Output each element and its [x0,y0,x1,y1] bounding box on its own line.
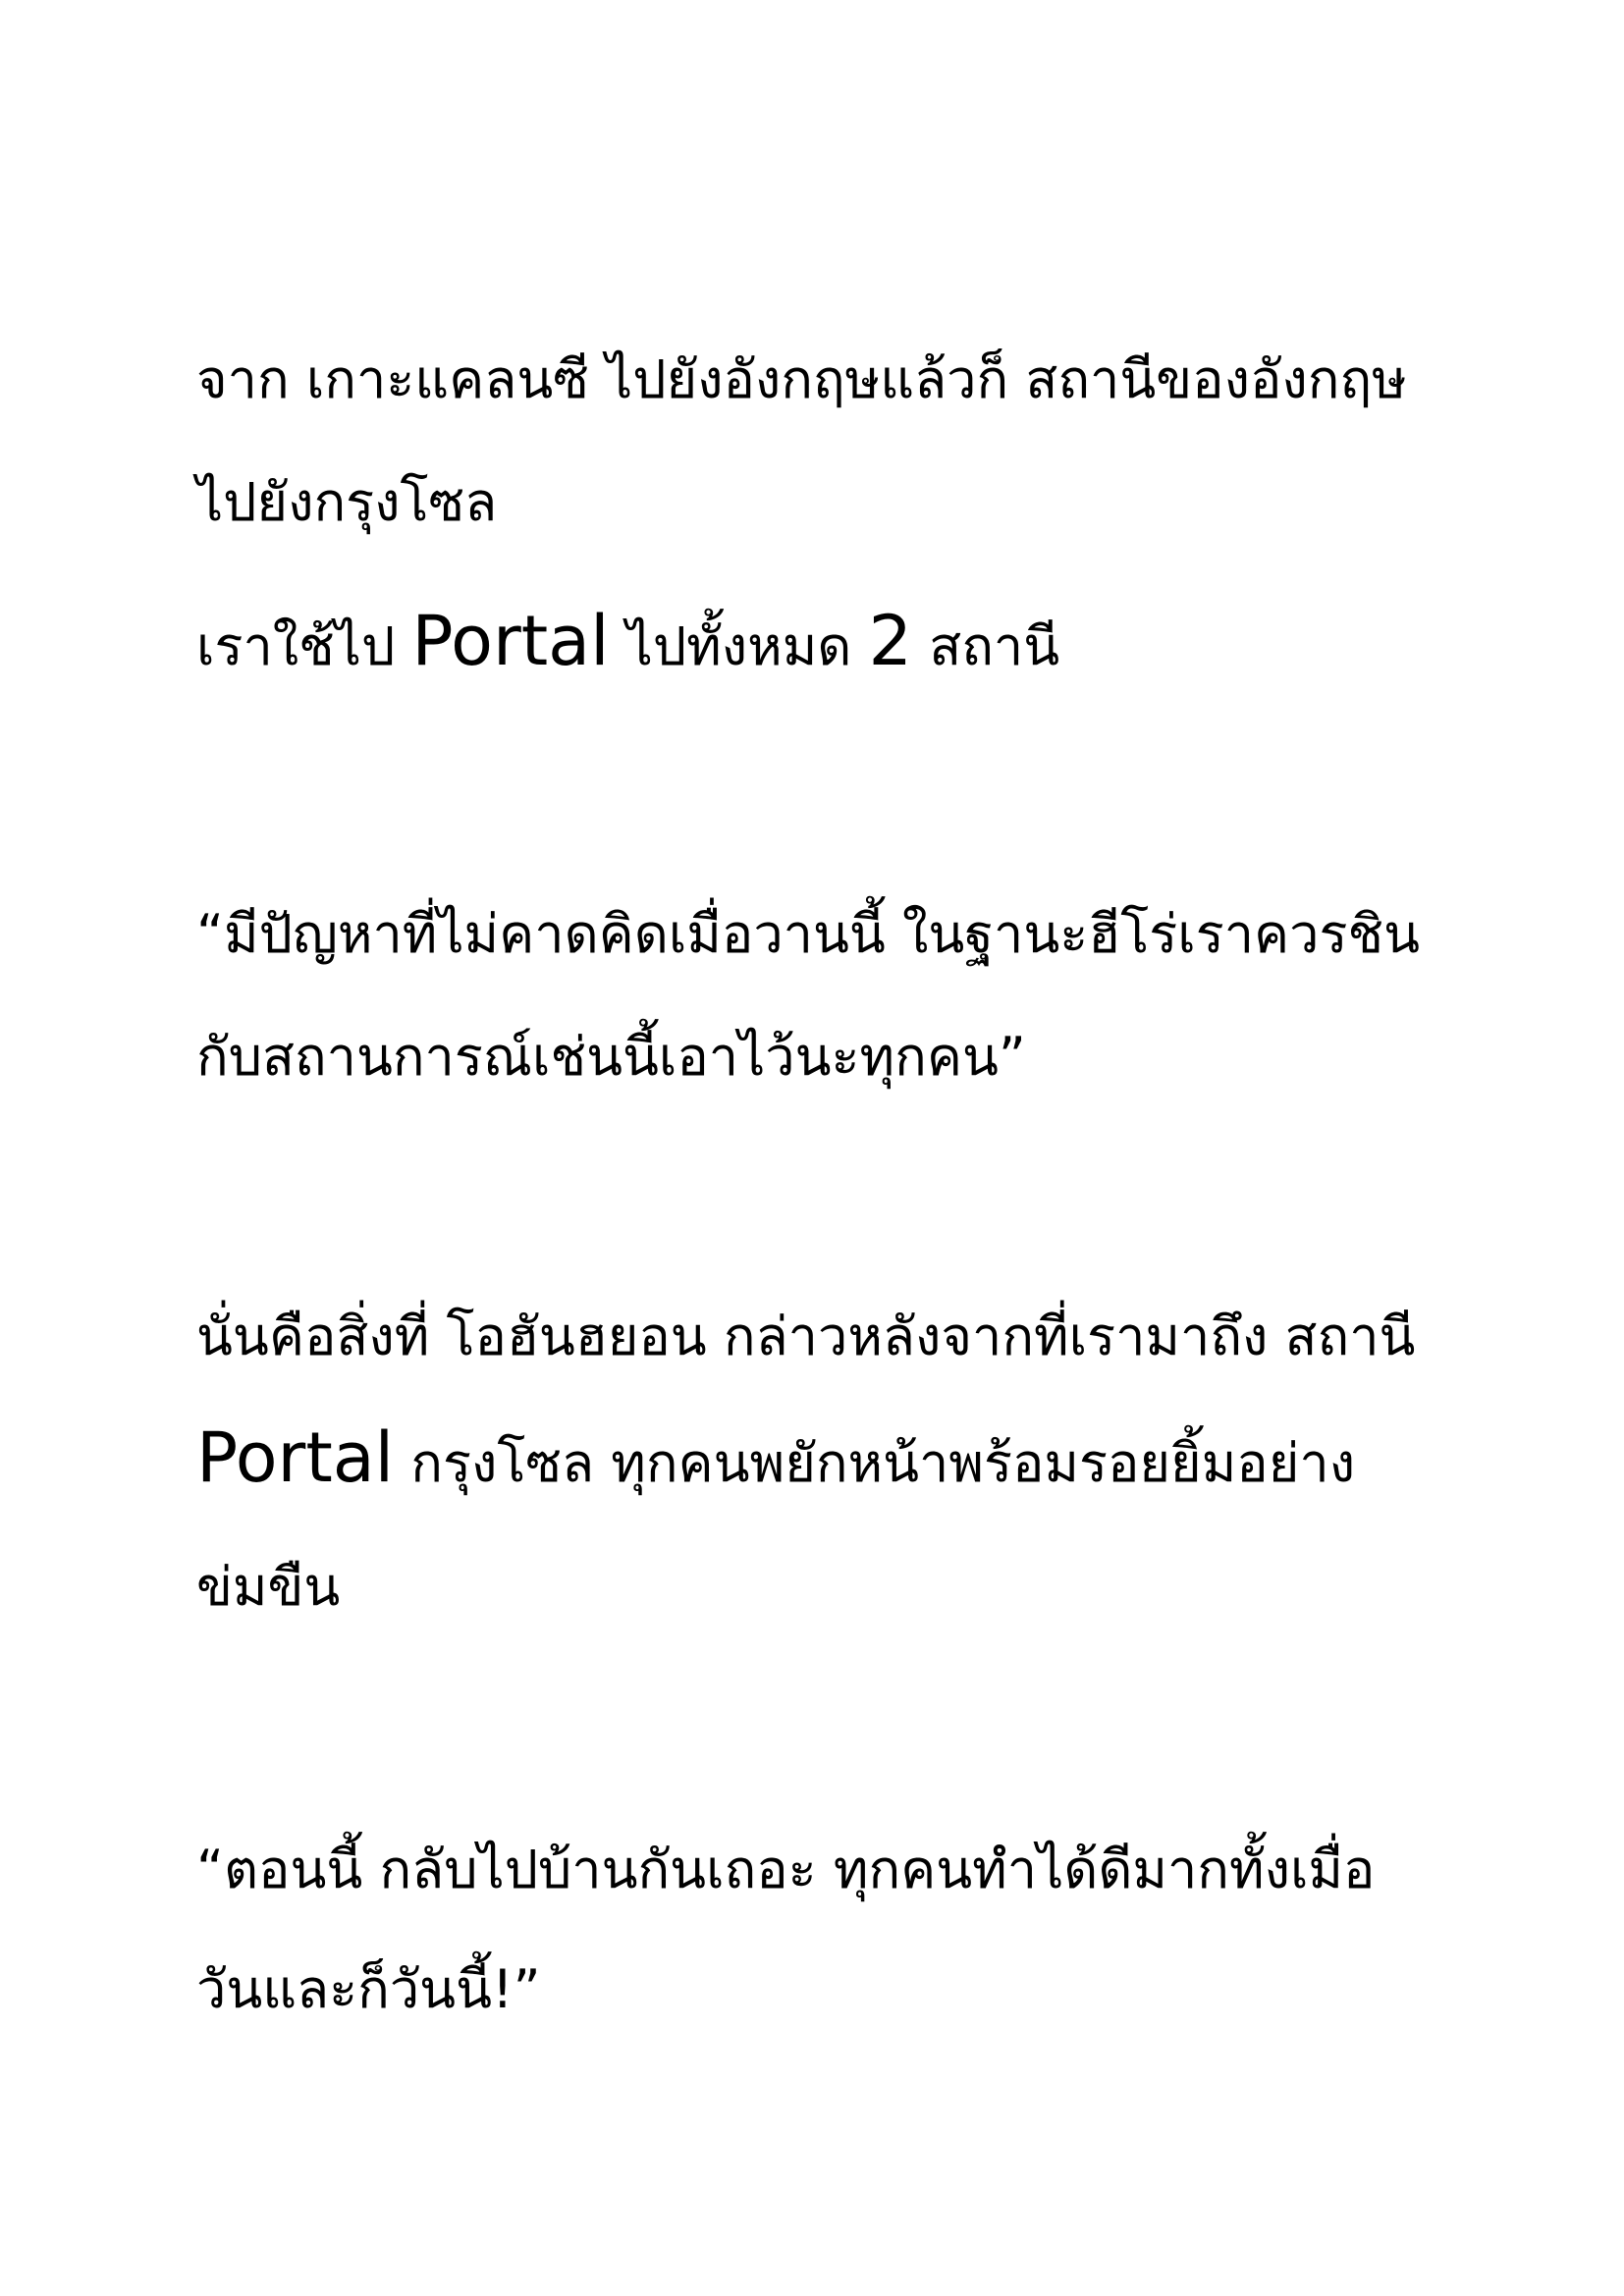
paragraph-2-text-pre: เราใช้ไป [196,615,412,677]
paragraph-2-text-post: สถานี [912,615,1060,677]
paragraph-2-line-1 [196,601,1060,681]
paragraph-4-line-1: นั่นคือสิ่งที่ โอฮันฮยอน กล่าวหลังจากที่เรามาถึง สถานี [196,1306,1416,1367]
paragraph-3-line-1: “มีปัญหาที่ไม่คาดคิดเมื่อวานนี้ ในฐานะฮีโร่เราควรชิน [196,903,1421,965]
paragraph-4-line-3: ข่มขืน [196,1556,341,1618]
paragraph-2-text-mid: ไปทั้งหมด [609,615,869,677]
paragraph-5-line-1: “ตอนนี้ กลับไปบ้านกันเถอะ ทุกคนทำได้ดีมากทั้งเมื่อ [196,1839,1376,1900]
paragraph-4-line-2 [196,1417,1356,1498]
paragraph-5-line-2: วันและก็วันนี้!” [196,1958,541,2020]
paragraph-2-portal-word: Portal [411,601,610,681]
paragraph-2-number: 2 [868,601,913,681]
paragraph-4-portal-word: Portal [196,1417,395,1498]
paragraph-1-line-1: จาก เกาะแคลนซี ไปยังอังกฤษแล้วก็ สถานีของอังกฤษ [196,348,1407,410]
paragraph-3-line-2: กับสถานการณ์เช่นนี้เอาไว้นะทุกคน” [196,1026,1026,1088]
paragraph-4-text-rest: กรุงโซล ทุกคนพยักหน้าพร้อมรอยยิ้มอย่าง [394,1432,1356,1494]
paragraph-1-line-2: ไปยังกรุงโซล [196,471,498,533]
